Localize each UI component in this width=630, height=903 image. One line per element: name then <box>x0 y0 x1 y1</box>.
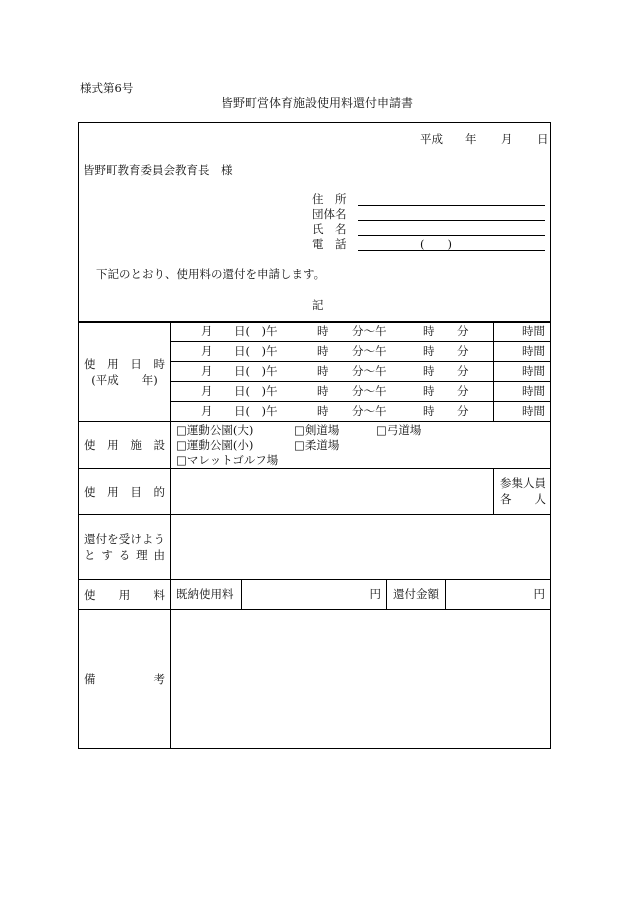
remarks-label: 備 考 <box>84 672 165 686</box>
fee-label-cell <box>78 580 171 609</box>
end-hour-unit: 時 <box>423 404 435 418</box>
facility-option-athletic-park-large[interactable]: □運動公園(大) <box>176 423 254 437</box>
purpose-label-cell <box>78 469 171 514</box>
address-input-line[interactable] <box>358 192 545 206</box>
application-statement: 下記のとおり、使用料の還付を申請します。 <box>96 267 326 281</box>
facility-option-kendo-hall[interactable]: □剣道場 <box>294 423 340 437</box>
usage-datetime-entry[interactable] <box>171 362 551 382</box>
end-minute-unit: 分 <box>457 364 469 378</box>
start-hour-unit: 時 <box>317 404 329 418</box>
start-minute-unit: 分〜午 <box>352 344 387 358</box>
usage-datetime-entry[interactable] <box>171 382 551 402</box>
start-hour-unit: 時 <box>317 344 329 358</box>
purpose-label: 使 用 目 的 <box>84 484 165 499</box>
date-era: 平成 <box>420 132 443 146</box>
name-input-line[interactable] <box>358 222 545 236</box>
usage-datetime-era-label: (平成 年) <box>91 372 158 387</box>
facility-section <box>78 422 551 469</box>
start-hour-unit: 時 <box>317 364 329 378</box>
end-minute-unit: 分 <box>457 344 469 358</box>
paid-fee-label: 既納使用料 <box>171 580 242 609</box>
organization-label: 団体名 <box>312 207 347 221</box>
day-weekday-ampm-unit: 日( )午 <box>234 364 278 378</box>
facility-label: 使 用 施 設 <box>84 438 165 452</box>
facility-option-archery-hall[interactable]: □弓道場 <box>376 423 422 437</box>
end-hour-unit: 時 <box>423 324 435 338</box>
reason-input-area[interactable] <box>171 515 551 579</box>
phone-label: 電 話 <box>312 237 347 251</box>
purpose-section <box>78 469 551 515</box>
facility-option-judo-hall[interactable]: □柔道場 <box>294 438 340 452</box>
name-label: 氏 名 <box>312 222 347 236</box>
end-hour-unit: 時 <box>423 344 435 358</box>
attendees-label: 参集人員 <box>500 476 546 490</box>
end-minute-unit: 分 <box>457 324 469 338</box>
start-hour-unit: 時 <box>317 324 329 338</box>
month-unit: 月 <box>201 344 213 358</box>
duration-hours-cell[interactable]: 時間 <box>493 402 551 421</box>
end-minute-unit: 分 <box>457 404 469 418</box>
usage-datetime-entries <box>171 322 551 421</box>
organization-input-line[interactable] <box>358 207 545 221</box>
facility-label-cell <box>78 422 171 468</box>
facility-option-mallet-golf[interactable]: □マレットゴルフ場 <box>176 453 279 467</box>
reason-section <box>78 515 551 580</box>
attendees-unit: 各 人 <box>500 492 546 506</box>
start-minute-unit: 分〜午 <box>352 364 387 378</box>
purpose-content <box>171 469 551 514</box>
reason-label-line2: と す る 理 由 <box>84 548 165 562</box>
date-month-unit: 月 <box>501 132 513 146</box>
paid-fee-amount-cell[interactable]: 円 <box>242 580 387 609</box>
fee-content <box>171 580 551 609</box>
day-weekday-ampm-unit: 日( )午 <box>234 404 278 418</box>
start-minute-unit: 分〜午 <box>352 384 387 398</box>
start-minute-unit: 分〜午 <box>352 324 387 338</box>
organization-field <box>312 207 545 221</box>
day-weekday-ampm-unit: 日( )午 <box>234 384 278 398</box>
fee-section <box>78 580 551 610</box>
day-weekday-ampm-unit: 日( )午 <box>234 324 278 338</box>
phone-field <box>312 237 545 251</box>
ki-heading: 記 <box>312 298 324 312</box>
refund-amount-cell[interactable]: 円 <box>533 587 545 601</box>
duration-hours-cell[interactable]: 時間 <box>493 322 551 341</box>
date-year-unit: 年 <box>465 132 477 146</box>
address-field <box>312 192 545 206</box>
address-label: 住 所 <box>312 192 347 206</box>
remarks-label-cell <box>78 610 171 748</box>
end-hour-unit: 時 <box>423 364 435 378</box>
usage-datetime-entry[interactable] <box>171 322 551 342</box>
month-unit: 月 <box>201 384 213 398</box>
attendees-cell[interactable] <box>493 469 551 514</box>
form-number: 様式第6号 <box>80 81 134 95</box>
usage-datetime-label-cell <box>78 322 171 421</box>
remarks-section <box>78 610 551 748</box>
fee-label: 使 用 料 <box>84 587 165 602</box>
phone-area-code-parentheses: ( ) <box>420 237 452 251</box>
remarks-input-area[interactable] <box>171 610 551 748</box>
facility-option-athletic-park-small[interactable]: □運動公園(小) <box>176 438 254 452</box>
date-day-unit: 日 <box>537 132 549 146</box>
usage-datetime-section <box>78 322 551 422</box>
addressee: 皆野町教育委員会教育長 様 <box>83 163 233 177</box>
refund-amount-label: 還付金額 <box>387 580 446 609</box>
duration-hours-cell[interactable]: 時間 <box>493 382 551 401</box>
purpose-input-area[interactable] <box>171 469 493 514</box>
form-title: 皆野町営体育施設使用料還付申請書 <box>221 96 414 110</box>
month-unit: 月 <box>201 324 213 338</box>
end-minute-unit: 分 <box>457 384 469 398</box>
start-minute-unit: 分〜午 <box>352 404 387 418</box>
usage-datetime-entry[interactable] <box>171 402 551 421</box>
reason-label-line1: 還付を受けよう <box>84 532 165 546</box>
day-weekday-ampm-unit: 日( )午 <box>234 344 278 358</box>
start-hour-unit: 時 <box>317 384 329 398</box>
usage-datetime-label: 使 用 日 時 <box>84 356 165 371</box>
usage-datetime-entry[interactable] <box>171 342 551 362</box>
end-hour-unit: 時 <box>423 384 435 398</box>
duration-hours-cell[interactable]: 時間 <box>493 342 551 361</box>
reason-label-cell <box>78 515 171 579</box>
phone-input-line[interactable] <box>358 237 545 251</box>
month-unit: 月 <box>201 364 213 378</box>
facility-options <box>171 422 551 468</box>
name-field <box>312 222 545 236</box>
duration-hours-cell[interactable]: 時間 <box>493 362 551 381</box>
month-unit: 月 <box>201 404 213 418</box>
